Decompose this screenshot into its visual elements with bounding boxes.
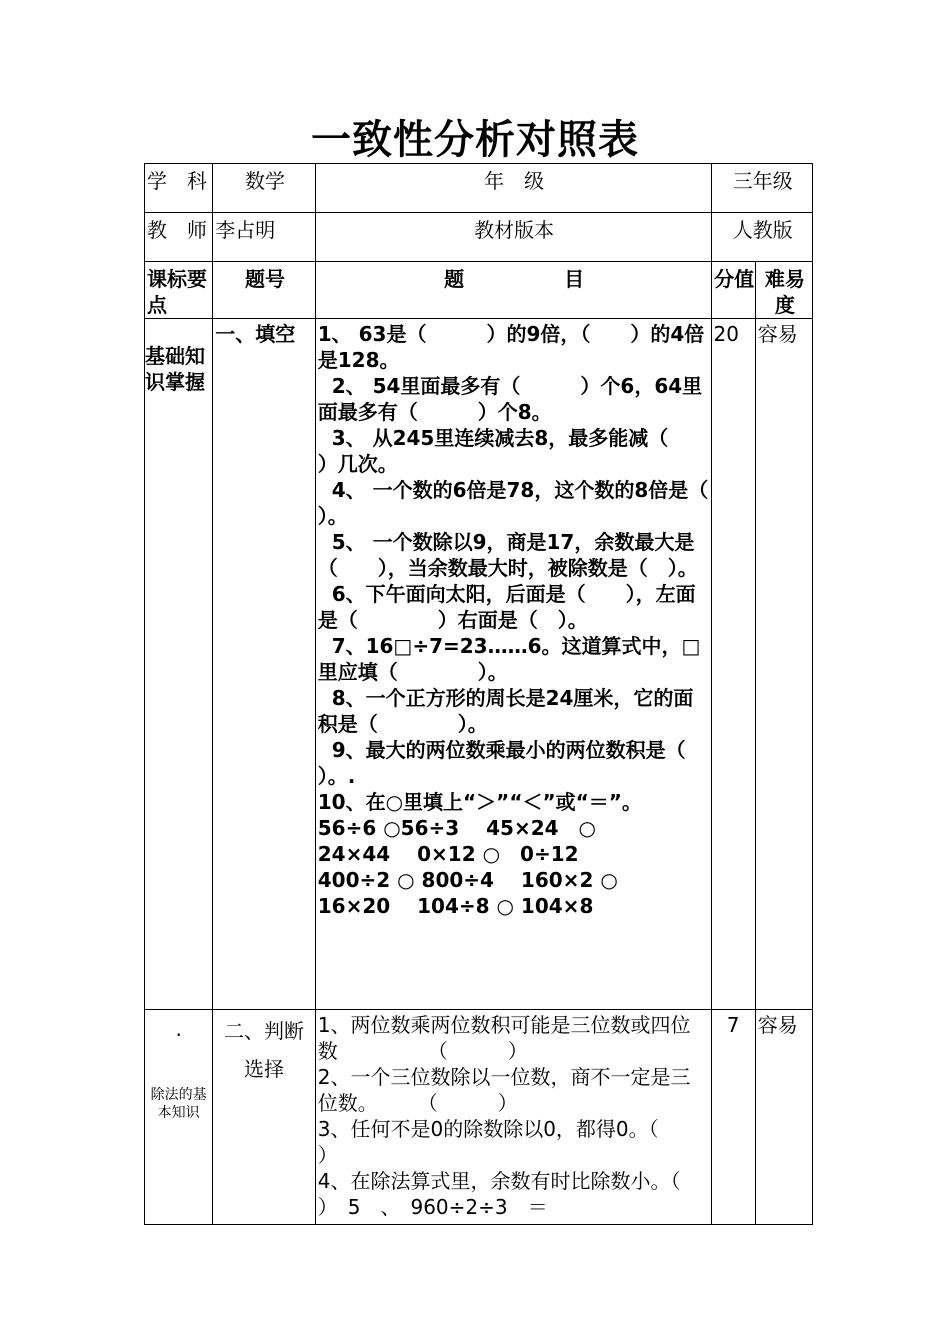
question-line: 400÷2 ○ 800÷4 160×2 ○ [317, 868, 618, 892]
question-line: 4、在除法算式里，余数有时比除数小。（ ） 5 、 960÷2÷3 ＝ [317, 1169, 821, 1219]
question-line: 4、 一个数的6倍是78，这个数的8倍是（ ）。 [317, 478, 769, 528]
number-cell [213, 1010, 315, 1225]
edition-value: 人教版 [711, 213, 812, 262]
score-text: 20 [713, 322, 739, 346]
key-point-text: 除法的基本知识 [150, 1087, 207, 1121]
question-line: 10、在○里填上“＞”“＜”或“＝”。 [317, 790, 642, 814]
header-row-subject [145, 164, 813, 213]
edition-label: 教材版本 [315, 213, 711, 262]
question-line: 16×20 104÷8 ○ 104×8 [317, 894, 594, 918]
question-line: 1、两位数乘两位数积可能是三位数或四位数 （ ） [317, 1013, 691, 1063]
col-question: 题 目 [315, 262, 711, 319]
col-key-point: 课标要点 [145, 262, 213, 319]
number-cell [213, 319, 315, 1010]
score-cell [711, 319, 755, 1010]
key-point-dot: . [175, 1017, 182, 1041]
col-difficulty: 难易度 [755, 262, 812, 319]
score-text: 7 [726, 1013, 740, 1037]
question-line: 2、 54里面最多有（ ）个6，64里面最多有（ ）个8。 [317, 374, 703, 424]
key-point-text: 基础知识掌握 [145, 344, 205, 394]
question-line: 56÷6 ○56÷3 45×24 ○ [317, 816, 597, 840]
grade-label: 年 级 [315, 164, 711, 213]
question-line: 3、 从245里连续减去8，最多能减（ ）几次。 [317, 426, 729, 476]
table-row [145, 319, 813, 1010]
question-line: 5、 一个数除以9，商是17，余数最大是（ ），当余数最大时，被除数是（ ）。 [317, 530, 698, 580]
subject-label: 学 科 [145, 164, 213, 213]
question-line: 3、任何不是0的除数除以0，都得0。（ ） [317, 1117, 719, 1167]
teacher-value: 李占明 [213, 213, 315, 262]
column-header-row [145, 262, 813, 319]
question-line: 6、下午面向太阳，后面是（ ），左面是（ ）右面是（ ）。 [317, 582, 696, 632]
table-row [145, 1010, 813, 1225]
subject-value: 数学 [213, 164, 315, 213]
question-line: 7、16□÷7=23……6。这道算式中，□里应填（ ）。 [317, 634, 701, 684]
question-line: 1、 63是（ ）的9倍，（ ）的4倍是128。 [317, 322, 705, 372]
question-line: 2、一个三位数除以一位数，商不一定是三位数。 （ ） [317, 1065, 691, 1115]
key-point-cell [145, 319, 213, 1010]
key-point-cell [145, 1010, 213, 1225]
grade-value: 三年级 [711, 164, 812, 213]
header-row-teacher [145, 213, 813, 262]
col-number: 题号 [213, 262, 315, 319]
difficulty-text: 容易 [757, 1013, 798, 1037]
teacher-label: 教 师 [145, 213, 213, 262]
number-text: 二、判断选择 [224, 1019, 305, 1081]
page-title: 一致性分析对照表 [311, 117, 639, 163]
number-text: 一、填空 [215, 322, 296, 346]
question-line: 8、一个正方形的周长是24厘米，它的面积是（ ）。 [317, 686, 694, 736]
col-score: 分值 [711, 262, 755, 319]
question-line: 9、最大的两位数乘最小的两位数积是（ ）。. [317, 738, 786, 788]
question-line: 24×44 0×12 ○ 0÷12 [317, 842, 579, 866]
difficulty-cell [755, 319, 812, 1010]
consistency-table [144, 163, 821, 1225]
difficulty-text: 容易 [757, 322, 798, 346]
